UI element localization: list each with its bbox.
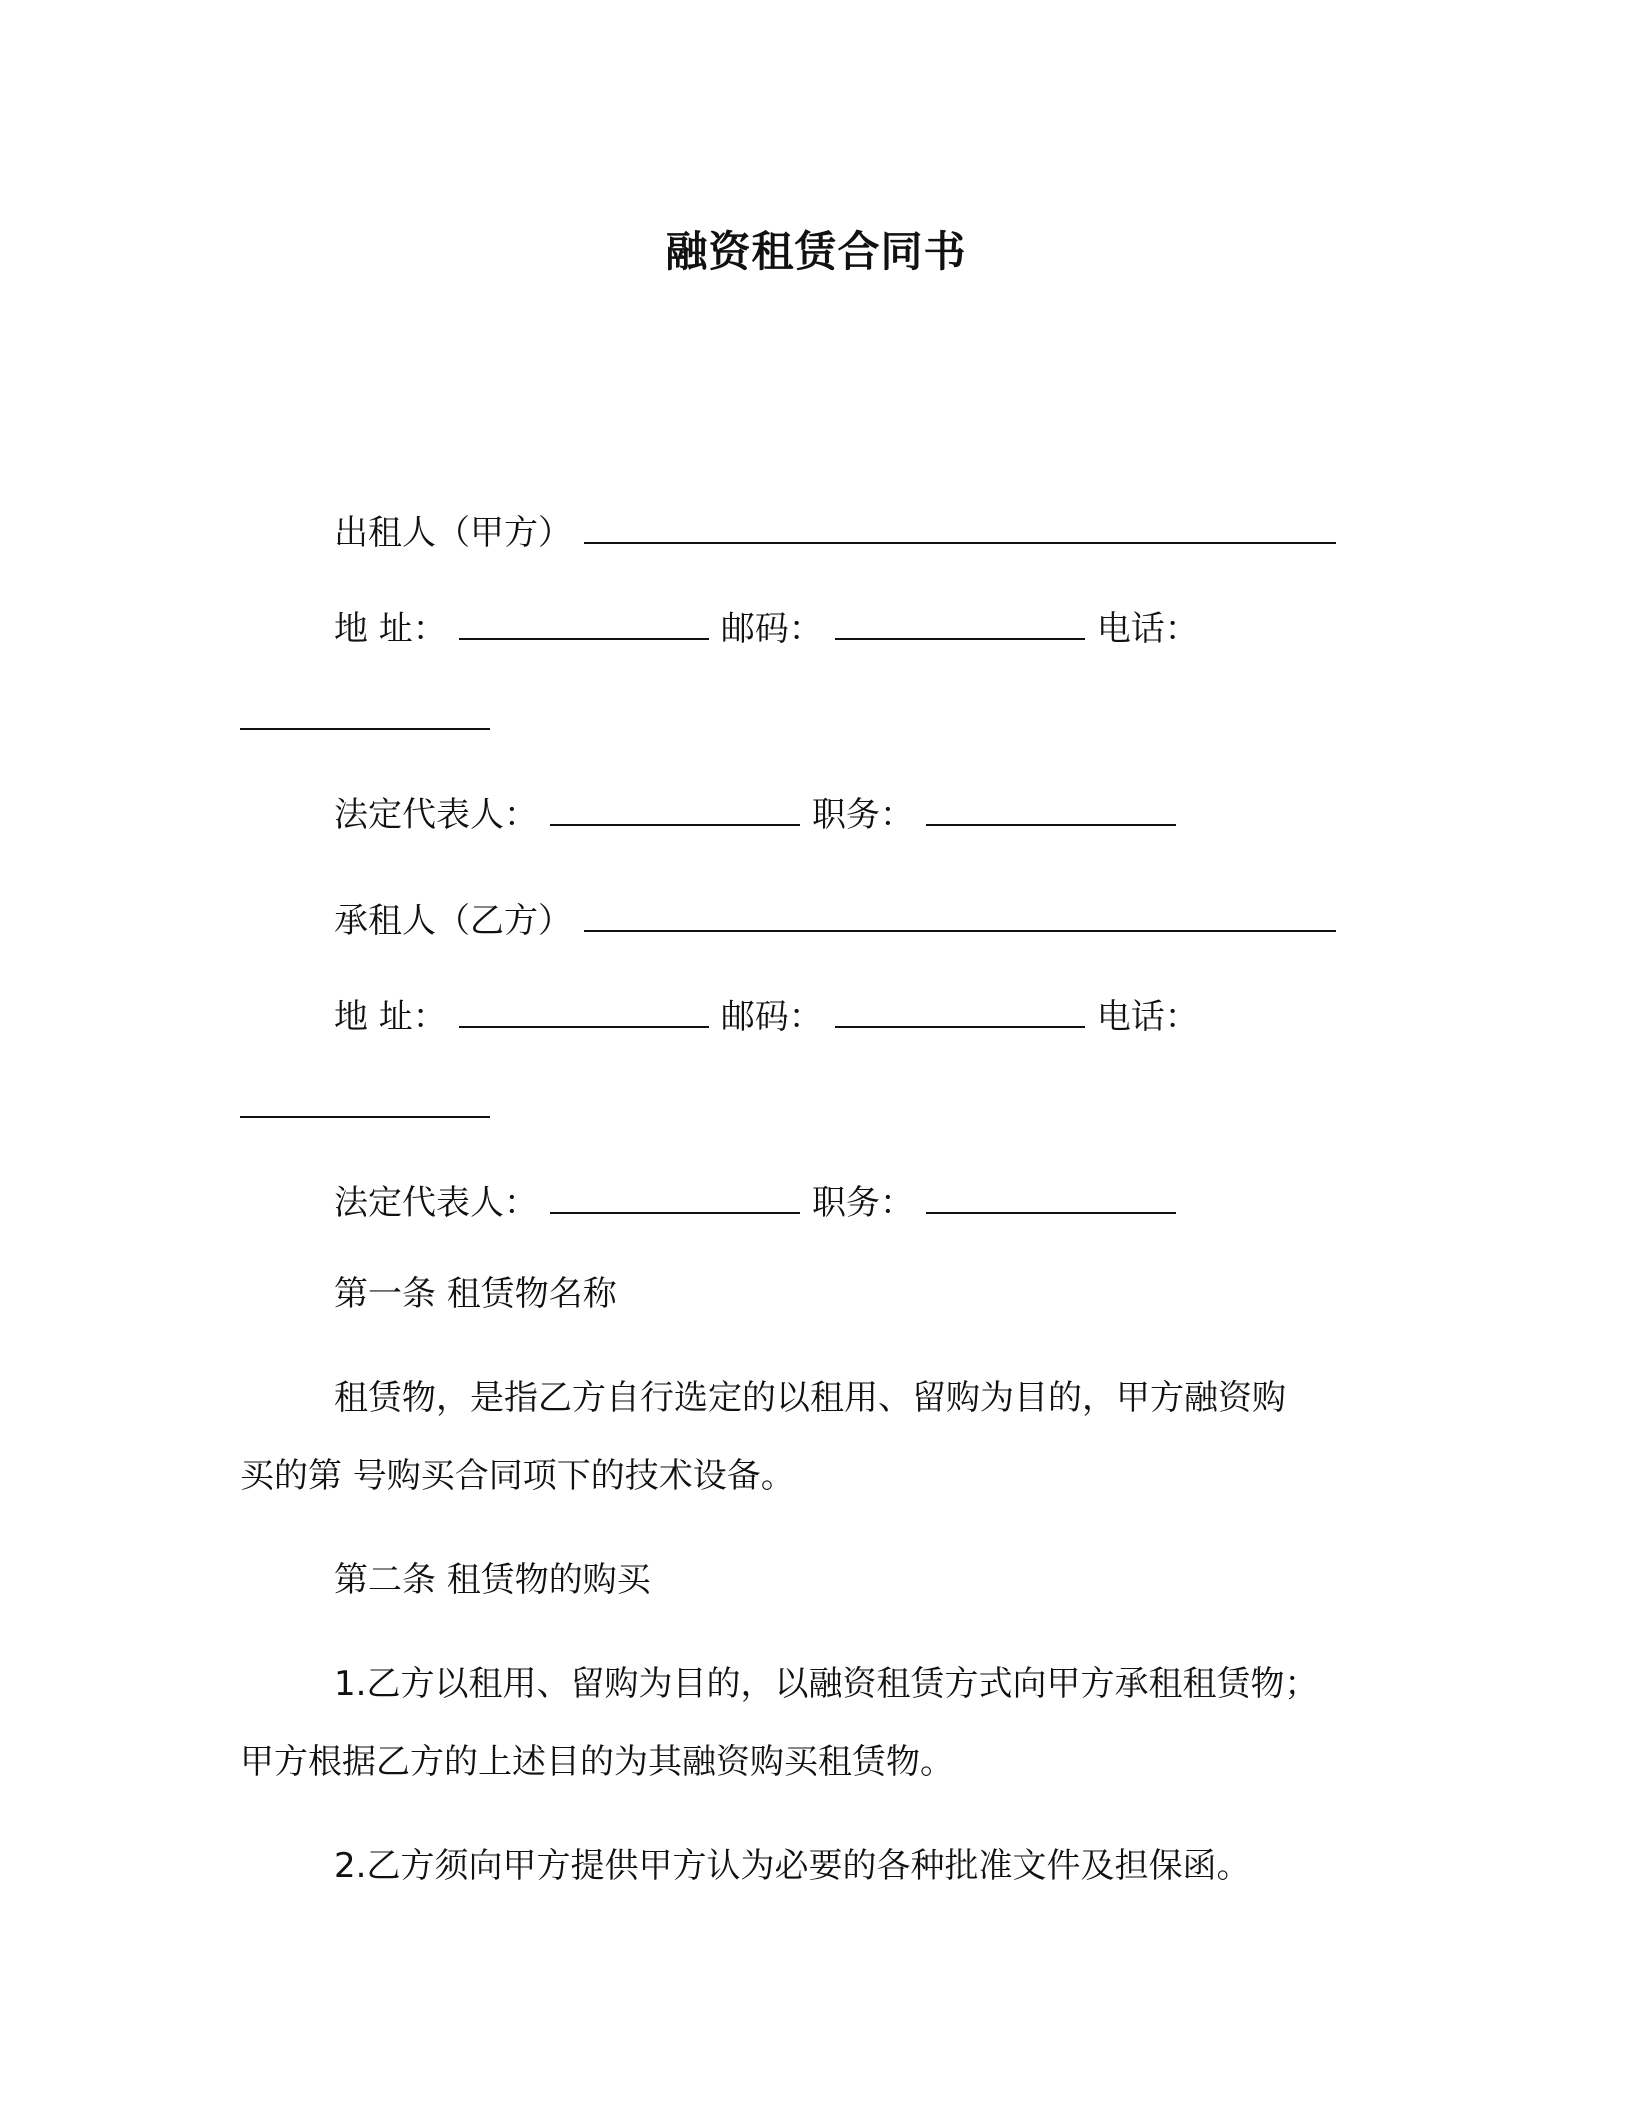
lessee-postcode-blank	[835, 988, 1085, 1028]
lessee-row	[334, 892, 1336, 945]
lessor-rep-blank	[550, 786, 800, 826]
lessee-position-label: 职务：	[812, 1183, 914, 1223]
lessor-contact-row	[334, 600, 1199, 653]
lessee-label: 承租人（乙方）	[334, 901, 572, 941]
article1-heading: 第一条 租赁物名称	[334, 1274, 617, 1314]
article1-body-line2: 买的第 号购买合同项下的技术设备。	[240, 1456, 795, 1496]
lessor-phone-label: 电话：	[1096, 609, 1199, 649]
lessee-position-blank	[926, 1174, 1176, 1214]
lessee-rep-label: 法定代表人：	[334, 1183, 538, 1223]
document-title: 融资租赁合同书	[665, 227, 967, 276]
lessee-phone-row	[240, 1078, 490, 1131]
lessee-rep-row	[334, 1174, 1176, 1227]
lessor-postcode-label: 邮码：	[720, 609, 823, 649]
lessor-name-blank	[584, 504, 1336, 544]
lessor-phone-row	[240, 690, 490, 743]
lessor-postcode-blank	[835, 600, 1085, 640]
lessee-phone-label: 电话：	[1096, 997, 1199, 1037]
lessee-phone-blank	[240, 1078, 490, 1118]
article2-item1-line1: 1.乙方以租用、留购为目的，以融资租赁方式向甲方承租租赁物；	[334, 1664, 1319, 1704]
lessee-address-blank	[459, 988, 709, 1028]
lessee-postcode-label: 邮码：	[720, 997, 823, 1037]
lessor-position-label: 职务：	[812, 795, 914, 835]
lessor-rep-row	[334, 786, 1176, 839]
article1-body-line1: 租赁物，是指乙方自行选定的以租用、留购为目的，甲方融资购	[334, 1378, 1286, 1418]
lessor-label: 出租人（甲方）	[334, 513, 572, 553]
lessor-address-blank	[459, 600, 709, 640]
lessee-name-blank	[584, 892, 1336, 932]
article2-item2: 2.乙方须向甲方提供甲方认为必要的各种批准文件及担保函。	[334, 1846, 1251, 1886]
lessee-address-label: 地 址：	[334, 997, 447, 1037]
lessor-address-label: 地 址：	[334, 609, 447, 649]
lessee-rep-blank	[550, 1174, 800, 1214]
article2-heading: 第二条 租赁物的购买	[334, 1560, 651, 1600]
lessor-position-blank	[926, 786, 1176, 826]
article2-item1-line2: 甲方根据乙方的上述目的为其融资购买租赁物。	[240, 1742, 954, 1782]
lessee-contact-row	[334, 988, 1199, 1041]
lessor-phone-blank	[240, 690, 490, 730]
lessor-rep-label: 法定代表人：	[334, 795, 538, 835]
lessor-row	[334, 504, 1336, 557]
